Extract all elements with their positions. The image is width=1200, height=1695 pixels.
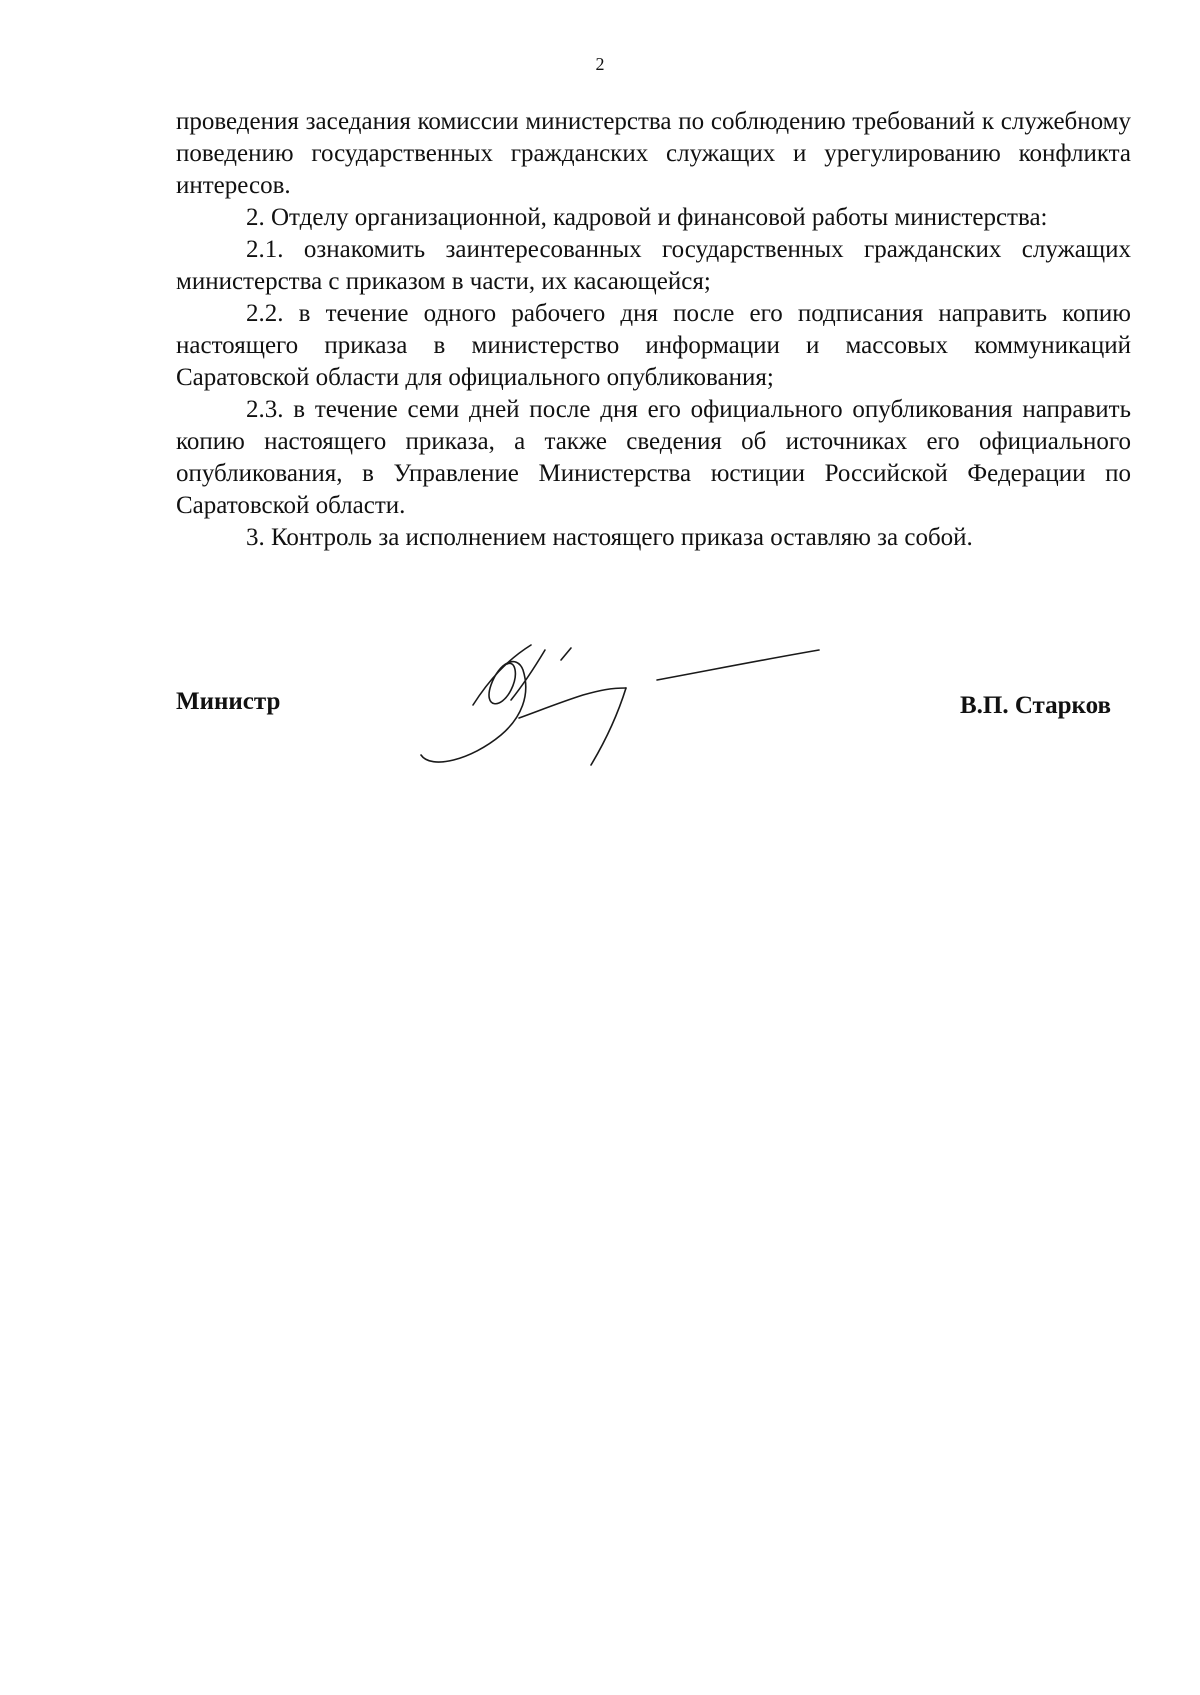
paragraph-item-2-1: 2.1. ознакомить заинтересованных государственных гражданских служащих министерства с приказом в части, их касающейся; — [176, 236, 1131, 295]
page-number: 2 — [595, 54, 605, 74]
document-body — [176, 106, 1131, 554]
signer-name: В.П. Старков — [959, 692, 1111, 719]
paragraph-item-2-3: 2.3. в течение семи дней после дня его официального опубликования направить копию настоящего приказа, а также сведения об источниках его официального опубликования, в Управление Министерства юстиции Российской Федерации по Саратовской области. — [176, 396, 1131, 519]
paragraph-continuation: проведения заседания комиссии министерства по соблюдению требований к служебному поведению государственных гражданских служащих и урегулированию конфликта интересов. — [176, 108, 1131, 199]
paragraph-item-2-2: 2.2. в течение одного рабочего дня после его подписания направить копию настоящего приказа в министерство информации и массовых коммуникаций Саратовской области для официального опубликования; — [176, 300, 1131, 391]
paragraph-item-2: 2. Отделу организационной, кадровой и финансовой работы министерства: — [246, 204, 1048, 231]
handwritten-signature — [411, 640, 851, 800]
signature-block — [176, 640, 1131, 810]
signer-position: Министр — [176, 688, 281, 715]
paragraph-item-3: 3. Контроль за исполнением настоящего приказа оставляю за собой. — [246, 524, 973, 551]
